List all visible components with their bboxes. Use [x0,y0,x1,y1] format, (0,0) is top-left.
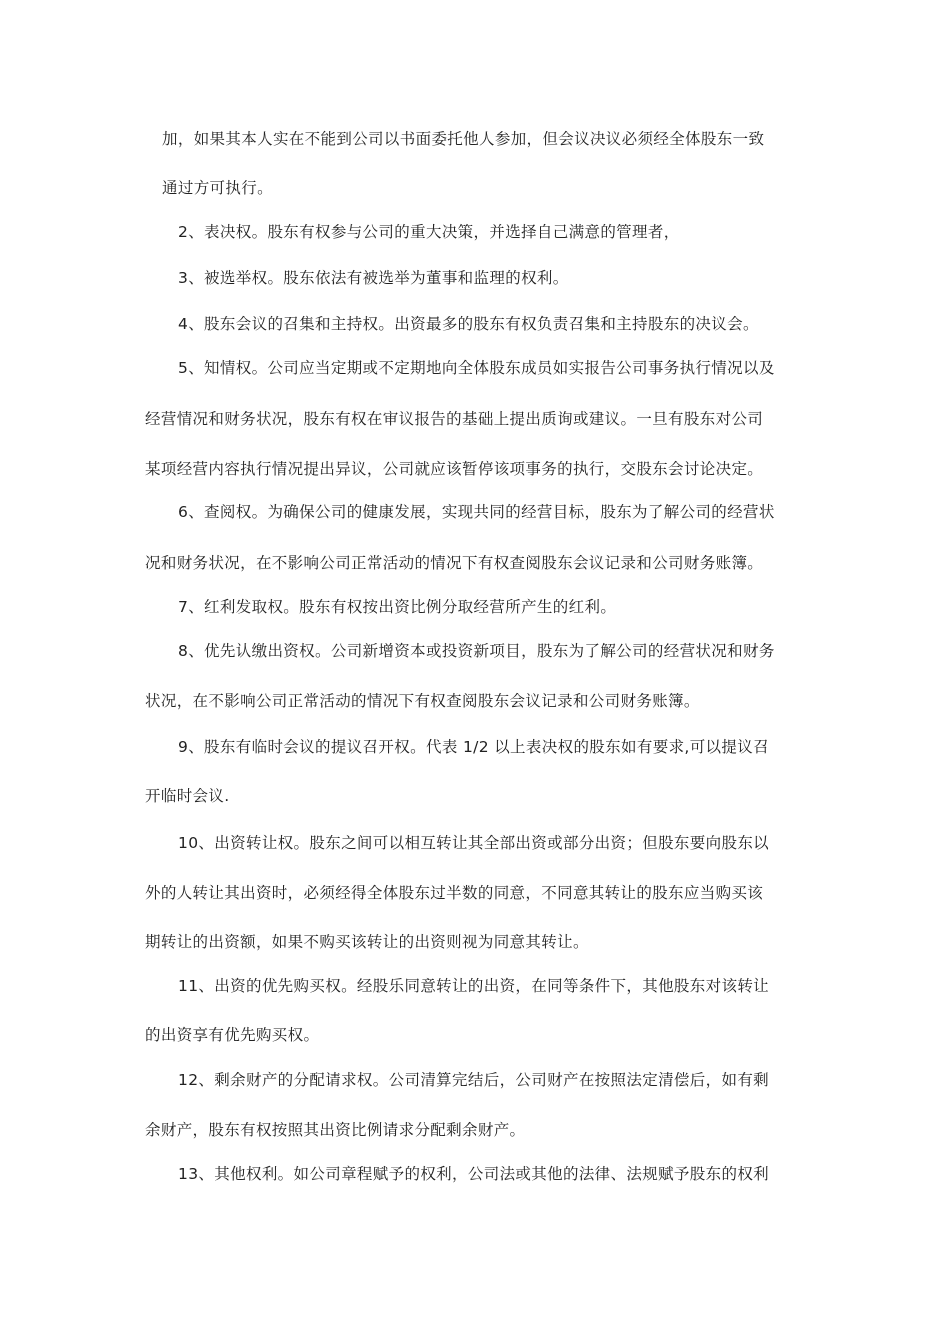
text-line: 10、出资转让权。股东之间可以相互转让其全部出资或部分出资；但股东要向股东以 [178,834,770,852]
text-line: 8、优先认缴出资权。公司新增资本或投资新项目，股东为了解公司的经营状况和财务 [178,642,775,660]
text-line: 4、股东会议的召集和主持权。出资最多的股东有权负责召集和主持股东的决议会。 [178,315,759,333]
text-line: 11、出资的优先购买权。经股乐同意转让的出资，在同等条件下，其他股东对该转让 [178,977,770,995]
text-line: 加，如果其本人实在不能到公司以书面委托他人参加，但会议决议必须经全体股东一致 [162,130,765,148]
text-line: 余财产，股东有权按照其出资比例请求分配剩余财产。 [145,1121,526,1139]
text-line: 通过方可执行。 [162,179,273,197]
text-line: 某项经营内容执行情况提出异议，公司就应该暂停该项事务的执行，交股东会讨论决定。 [145,460,764,478]
text-line: 13、其他权利。如公司章程赋予的权利，公司法或其他的法律、法规赋予股东的权利 [178,1165,770,1183]
text-line: 况和财务状况，在不影响公司正常活动的情况下有权查阅股东会议记录和公司财务账簿。 [145,554,764,572]
text-line: 开临时会议. [145,787,230,805]
text-line: 9、股东有临时会议的提议召开权。代表 1/2 以上表决权的股东如有要求,可以提议召 [178,738,769,756]
text-line: 经营情况和财务状况，股东有权在审议报告的基础上提出质询或建议。一旦有股东对公司 [145,410,764,428]
text-line: 2、表决权。股东有权参与公司的重大决策，并选择自己满意的管理者， [178,223,680,241]
text-line: 期转让的出资额，如果不购买该转让的出资则视为同意其转让。 [145,933,589,951]
text-line: 外的人转让其出资时，必须经得全体股东过半数的同意，不同意其转让的股东应当购买该 [145,884,764,902]
text-line: 状况，在不影响公司正常活动的情况下有权查阅股东会议记录和公司财务账簿。 [145,692,700,710]
text-line: 的出资享有优先购买权。 [145,1026,320,1044]
text-line: 5、知情权。公司应当定期或不定期地向全体股东成员如实报告公司事务执行情况以及 [178,359,775,377]
text-line: 7、红利发取权。股东有权按出资比例分取经营所产生的红利。 [178,598,617,616]
text-line: 3、被选举权。股东依法有被选举为董事和监理的权利。 [178,269,569,287]
text-line: 6、查阅权。为确保公司的健康发展，实现共同的经营目标，股东为了解公司的经营状 [178,503,775,521]
text-line: 12、剩余财产的分配请求权。公司清算完结后，公司财产在按照法定清偿后，如有剩 [178,1071,770,1089]
